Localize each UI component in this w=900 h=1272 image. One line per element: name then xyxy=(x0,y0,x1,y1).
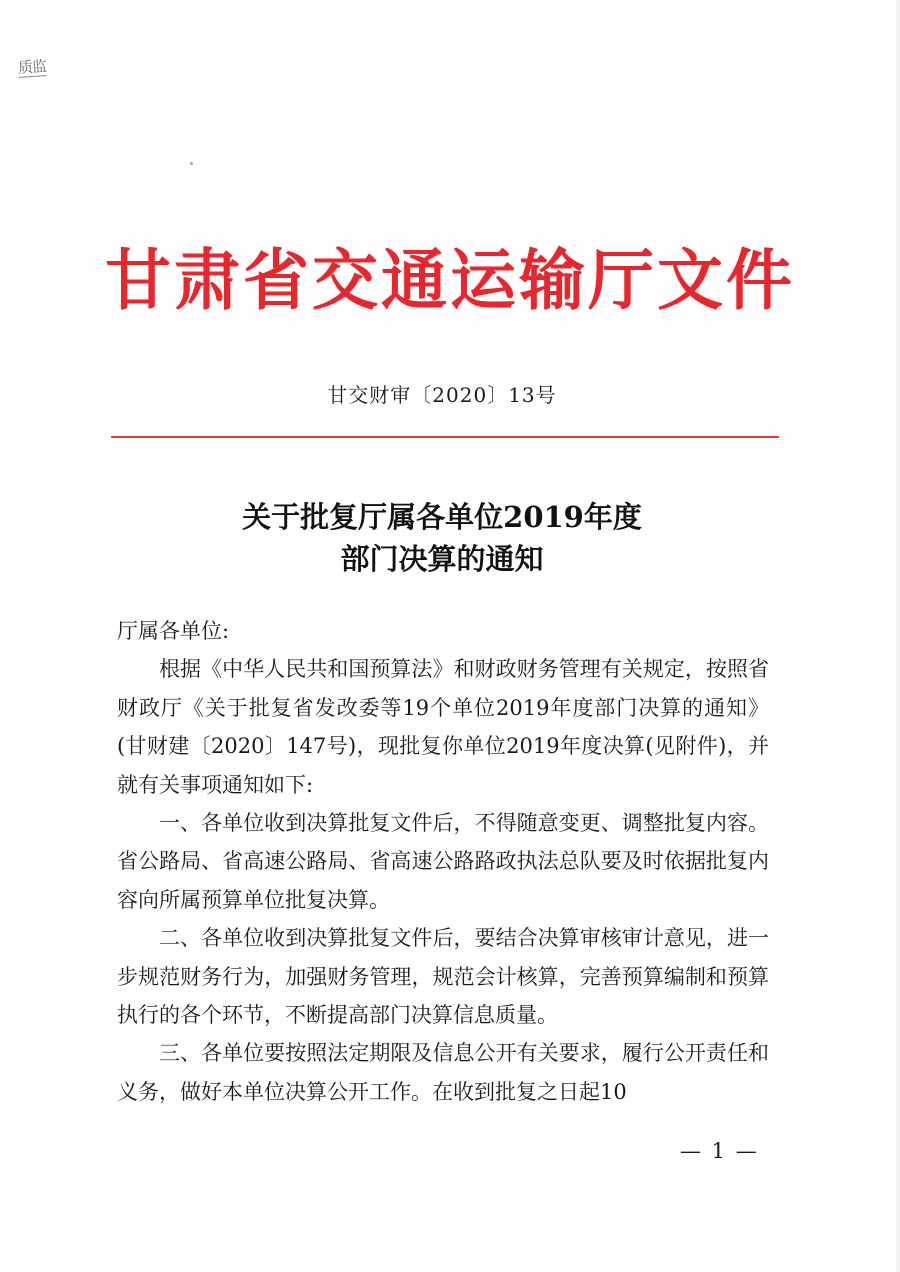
handwritten-note: 质监 xyxy=(17,57,47,77)
paragraph-item-2: 二、各单位收到决算批复文件后，要结合决算审核审计意见，进一步规范财务行为，加强财务管理，规范会计核算，完善预算编制和预算执行的各个环节，不断提高部门决算信息质量。 xyxy=(117,926,769,1028)
paragraph-item-1: 一、各单位收到决算批复文件后，不得随意变更、调整批复内容。省公路局、省高速公路局、省高速公路路政执法总队要及时依据批复内容向所属预算单位批复决算。 xyxy=(117,811,769,912)
paragraph-intro: 根据《中华人民共和国预算法》和财政财务管理有关规定，按照省财政厅《关于批复省发改委等19个单位2019年度部门决算的通知》(甘财建〔2020〕147号)，现批复你单位2019年度决算(见附件)，并就有关事项通知如下: xyxy=(117,657,769,797)
title-line-1: 关于批复厅属各单位2019年度 xyxy=(242,500,642,534)
paragraph-item-3: 三、各单位要按照法定期限及信息公开有关要求，履行公开责任和义务，做好本单位决算公开工作。在收到批复之日起10 xyxy=(117,1041,769,1104)
document-number: 甘交财审〔2020〕13号 xyxy=(327,383,557,407)
title-line-2: 部门决算的通知 xyxy=(340,542,544,576)
page-number: — 1 — xyxy=(680,1139,759,1163)
document-title xyxy=(0,496,884,580)
document-body xyxy=(117,612,769,1111)
scan-speck xyxy=(190,162,193,165)
salutation: 厅属各单位: xyxy=(117,619,230,643)
red-separator-line xyxy=(111,436,779,438)
document-masthead: 甘肃省交通运输厅文件 xyxy=(105,241,795,319)
scan-edge-shadow xyxy=(894,0,900,1272)
